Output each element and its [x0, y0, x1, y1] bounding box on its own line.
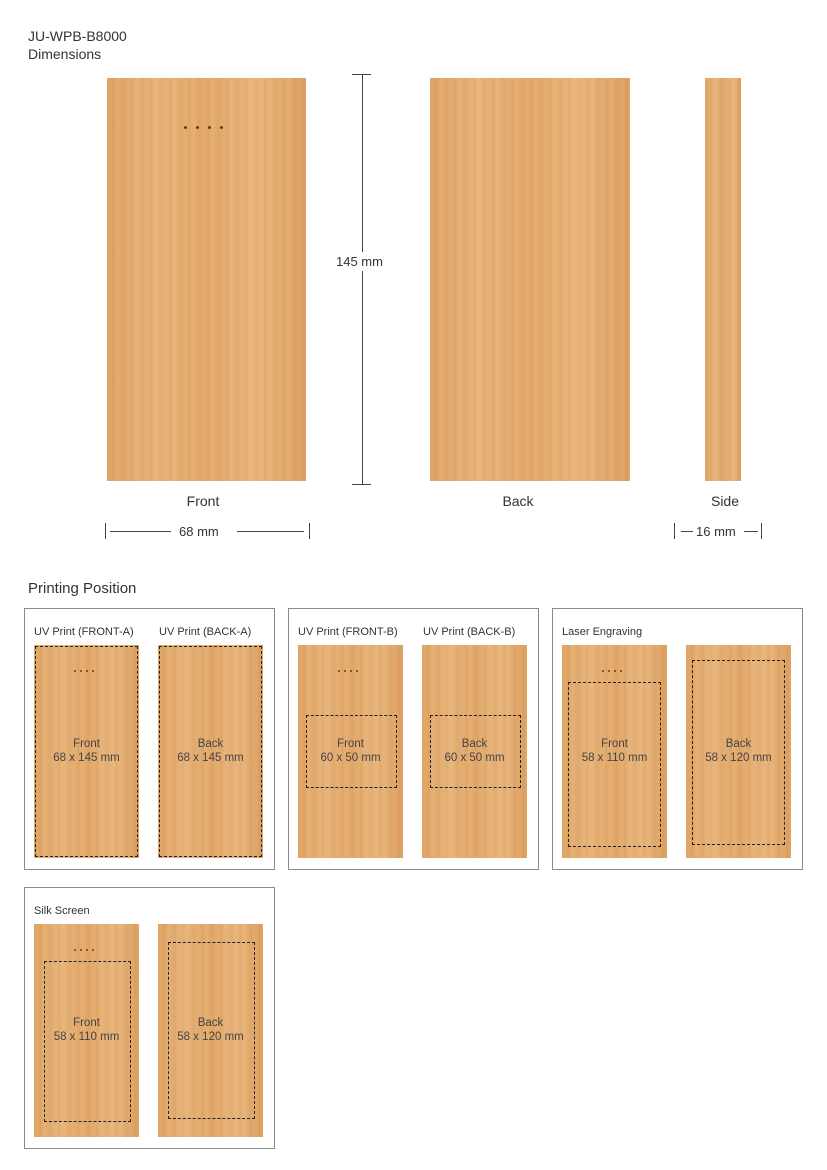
panel-uv-print-b: [288, 608, 539, 870]
print-area-back-name: Back: [461, 738, 488, 750]
led-indicator-icon: [184, 126, 223, 129]
height-dimension-value: 145 mm: [332, 252, 387, 271]
front-thumbnail: [562, 645, 667, 858]
print-area-back-size: 60 x 50 mm: [444, 752, 505, 764]
side-view-label: Side: [710, 493, 740, 509]
panel-label-laser-engraving: Laser Engraving: [562, 626, 643, 638]
depth-dimension-value: 16 mm: [696, 524, 736, 539]
print-area-front-name: Front: [337, 738, 364, 750]
width-dimension-line-right: [237, 531, 304, 532]
back-view-image: [430, 78, 630, 481]
panel-label-uv-back-a: UV Print (BACK-A): [159, 626, 252, 638]
width-dimension-value: 68 mm: [175, 524, 223, 539]
print-area-front-size: 58 x 110 mm: [53, 1031, 120, 1043]
model-number: JU-WPB-B8000: [28, 28, 127, 44]
width-dimension-line-left: [110, 531, 171, 532]
print-area-back-name: Back: [197, 738, 224, 750]
print-area-front-name: Front: [73, 1017, 100, 1029]
led-indicator-icon: [602, 670, 622, 672]
front-thumbnail: [34, 924, 139, 1137]
depth-dimension-line-left: [681, 531, 693, 532]
back-thumbnail: [158, 645, 263, 858]
panel-label-uv-front-b: UV Print (FRONT-B): [298, 626, 398, 638]
back-thumbnail: [422, 645, 527, 858]
panel-label-uv-back-b: UV Print (BACK-B): [423, 626, 516, 638]
print-area-front-size: 68 x 145 mm: [53, 752, 120, 764]
front-view-image: [107, 78, 306, 481]
height-dimension-cap-bottom: [352, 484, 371, 485]
print-area-front-name: Front: [73, 738, 100, 750]
back-view-label: Back: [502, 493, 534, 509]
section-dimensions-title: Dimensions: [28, 46, 102, 62]
print-area-back-name: Back: [725, 738, 752, 750]
front-thumbnail: [34, 645, 139, 858]
print-area-back-size: 58 x 120 mm: [705, 752, 772, 764]
printing-position-title: Printing Position: [28, 580, 137, 597]
back-thumbnail: [686, 645, 791, 858]
print-area-back-size: 68 x 145 mm: [177, 752, 244, 764]
print-area-front-size: 58 x 110 mm: [581, 752, 648, 764]
width-dimension-cap-left: [105, 523, 106, 539]
width-dimension-cap-right: [309, 523, 310, 539]
led-indicator-icon: [74, 949, 94, 951]
back-thumbnail: [158, 924, 263, 1137]
height-dimension-line: [362, 74, 363, 485]
front-thumbnail: [298, 645, 403, 858]
panel-label-uv-front-a: UV Print (FRONT-A): [34, 626, 134, 638]
panel-laser-engraving: [552, 608, 803, 870]
front-view-label: Front: [186, 493, 220, 509]
print-area-back-size: 58 x 120 mm: [177, 1031, 244, 1043]
panel-uv-print-a: [24, 608, 275, 870]
print-area-back-name: Back: [197, 1017, 224, 1029]
led-indicator-icon: [338, 670, 358, 672]
side-view-image: [705, 78, 741, 481]
depth-dimension-cap-right: [761, 523, 762, 539]
panel-label-silk-screen: Silk Screen: [34, 905, 90, 917]
print-area-front-name: Front: [601, 738, 628, 750]
print-area-front-size: 60 x 50 mm: [320, 752, 381, 764]
panel-silk-screen: [24, 887, 275, 1149]
depth-dimension-cap-left: [674, 523, 675, 539]
depth-dimension-line-right: [744, 531, 758, 532]
